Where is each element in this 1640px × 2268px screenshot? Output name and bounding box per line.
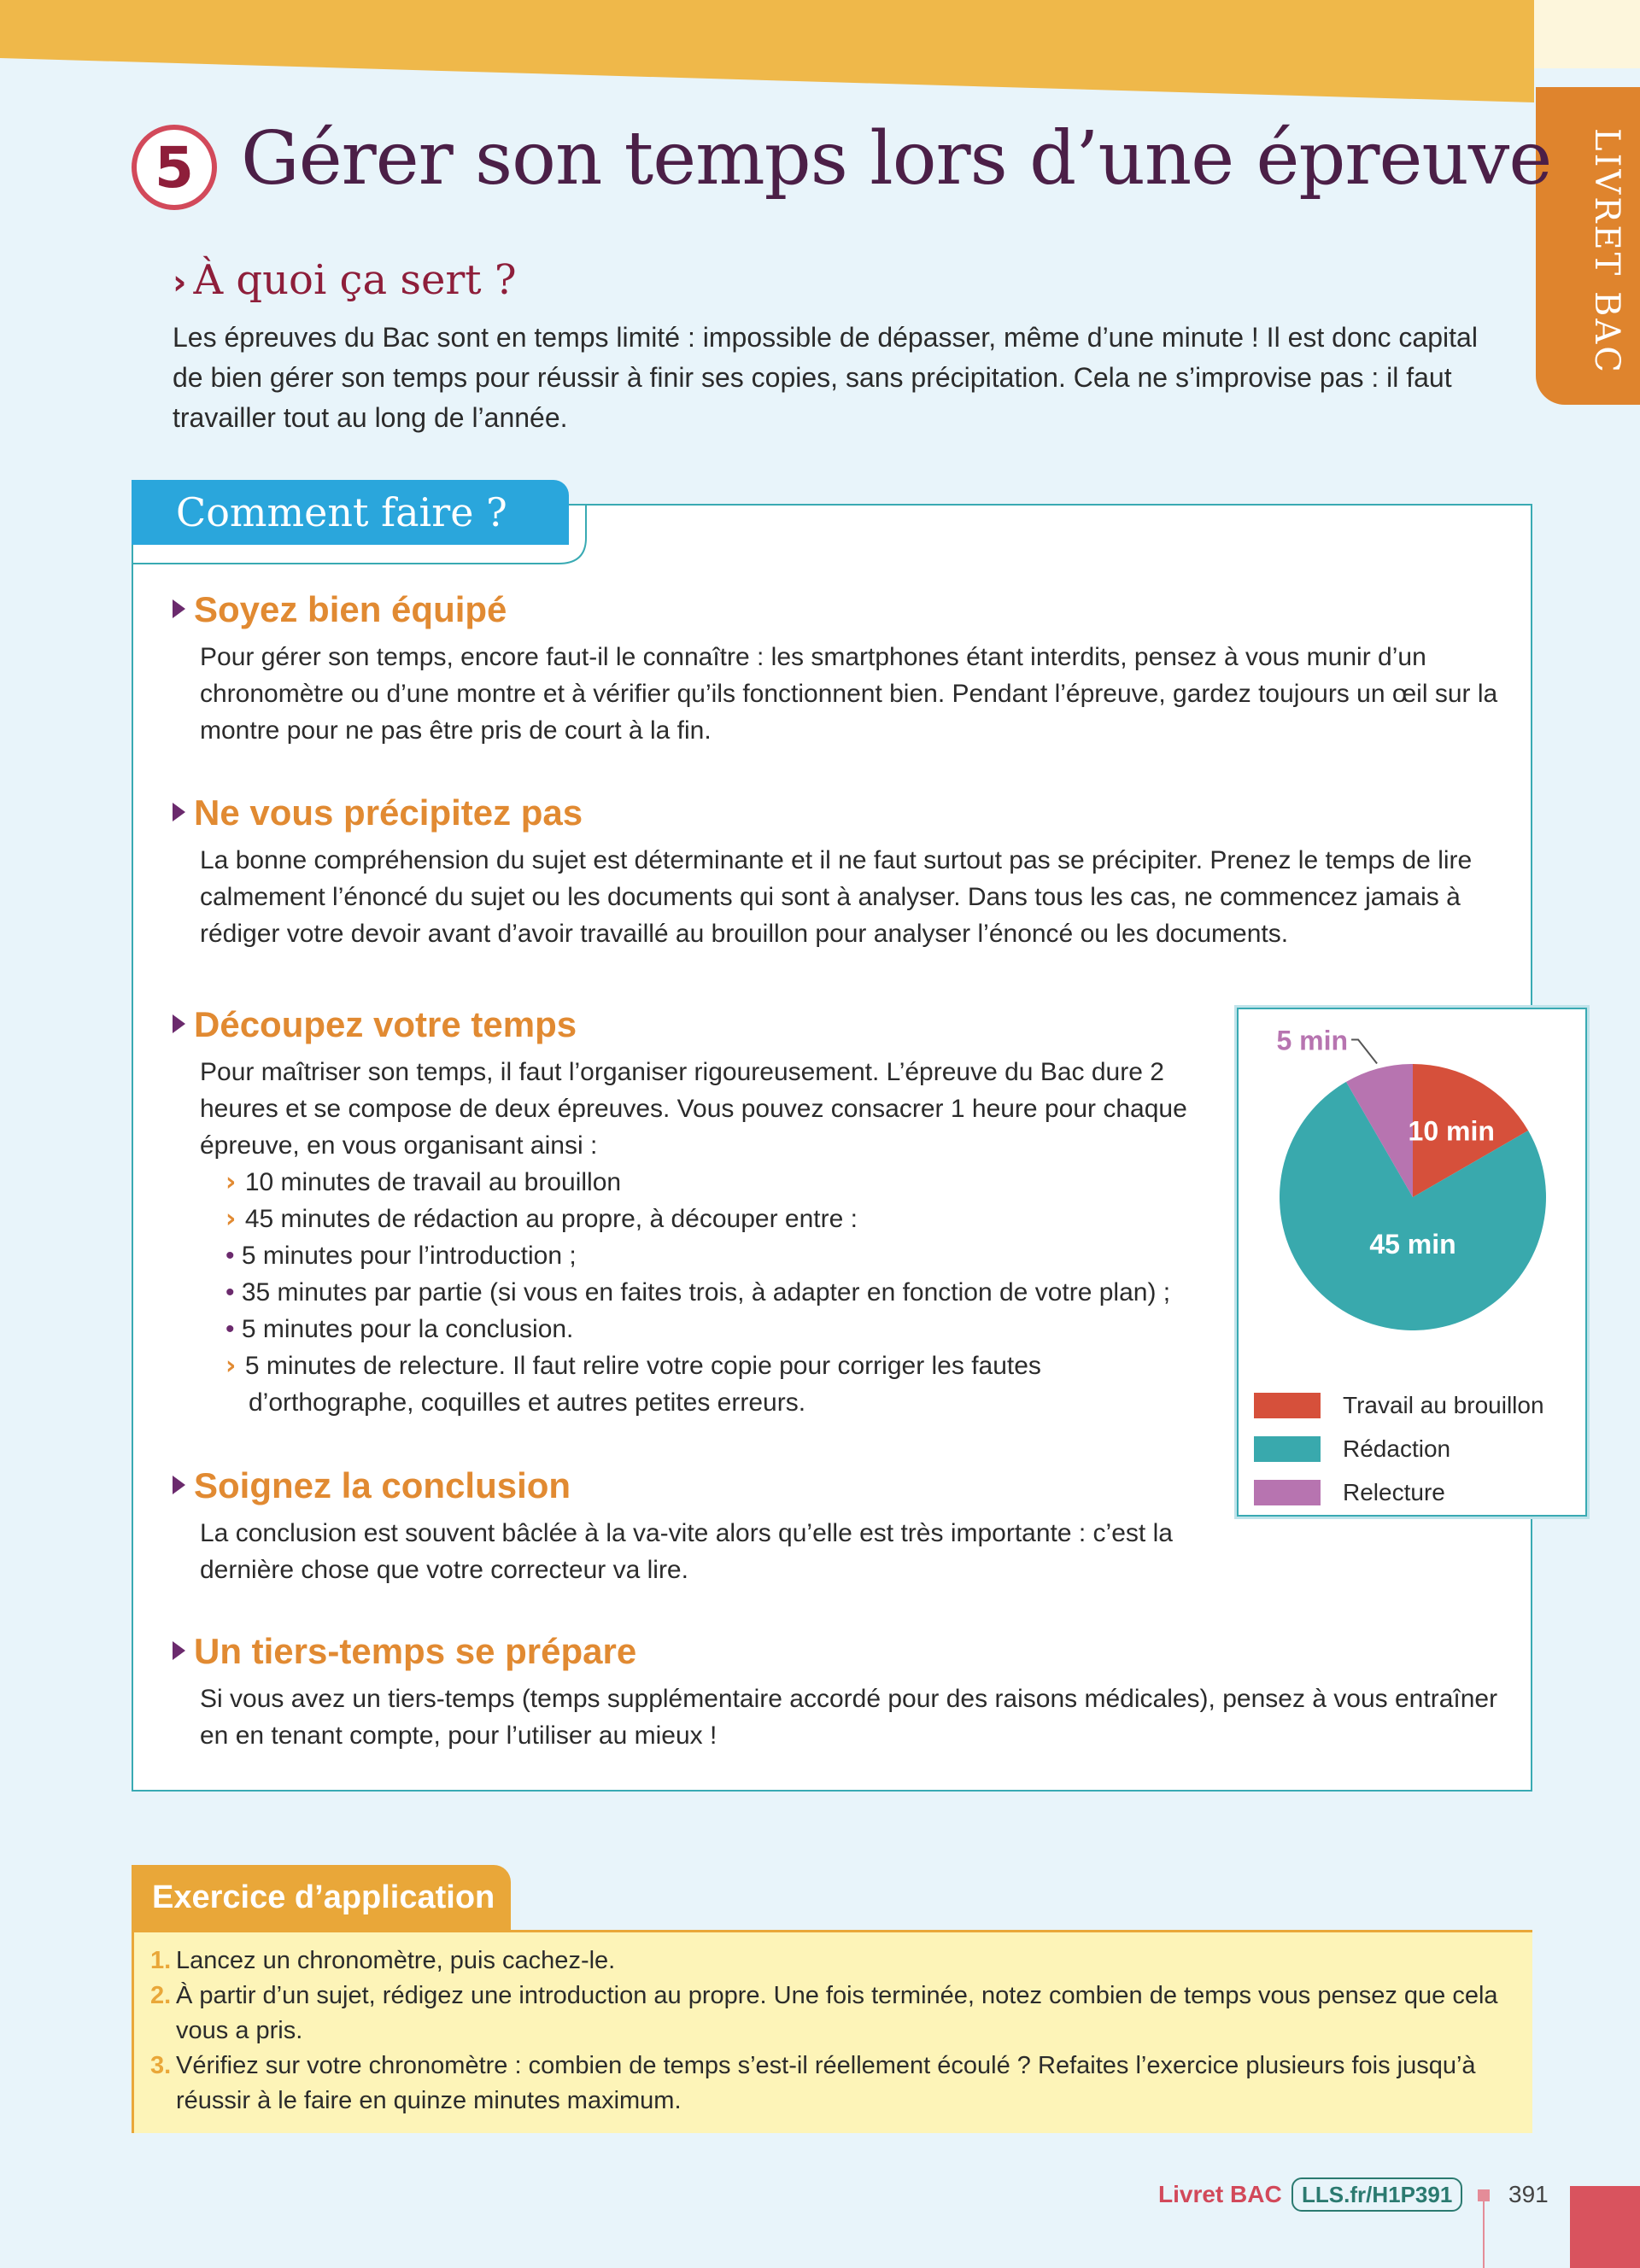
section-extra-time [173, 1631, 1505, 1754]
page-corner [1570, 2186, 1640, 2268]
triangle-bullet-icon [173, 599, 185, 618]
legend-item [1254, 1470, 1544, 1514]
triangle-bullet-icon [173, 1641, 185, 1660]
section-heading: Soyez bien équipé [173, 589, 1505, 630]
section-conclusion [173, 1465, 1198, 1588]
section-text: Pour maîtriser son temps, il faut l’organiser rigoureusement. L’épreuve du Bac dure 2 heures et se compose de deux épreuves. Vous pouvez consacrer 1 heure pour chaque épreuve, en vous organisant ainsi : [200, 1058, 1187, 1160]
top-band [0, 0, 1534, 102]
footer-link[interactable]: LLS.fr/H1P391 [1292, 2177, 1462, 2212]
section-equipment [173, 589, 1505, 749]
chevron-right-icon: › [173, 263, 187, 302]
list-item: › 5 minutes de relecture. Il faut relire votre copie pour corriger les fautes [226, 1351, 1041, 1381]
legend-swatch [1254, 1393, 1321, 1418]
pie-label-2: 5 min [1276, 1025, 1349, 1056]
list-item: • 5 minutes pour l’introduction ; [226, 1242, 577, 1270]
chapter-number: 5 [132, 125, 217, 210]
section-text: Si vous avez un tiers-temps (temps supplémentaire accordé pour des raisons médicales), pensez à vous entraîner en en tenant compte, pour l’utiliser au mieux ! [200, 1685, 1498, 1750]
footer-marker [1478, 2189, 1490, 2201]
section-split-time [173, 1004, 1198, 1421]
exercise-tab-label: Exercice d’application [132, 1865, 511, 1930]
footer-line [1483, 2201, 1485, 2268]
legend-label: Relecture [1343, 1478, 1445, 1505]
list-item-continuation: d’orthographe, coquilles et autres petites erreurs. [249, 1388, 806, 1417]
triangle-bullet-icon [173, 1014, 185, 1033]
corner-panel [1534, 0, 1640, 68]
list-item: › 45 minutes de rédaction au propre, à découper entre : [226, 1204, 858, 1234]
item-number: 3. [150, 2052, 172, 2079]
legend-label: Travail au brouillon [1343, 1391, 1544, 1418]
legend-item [1254, 1427, 1544, 1470]
page-number: 391 [1508, 2181, 1549, 2207]
section-heading: Soignez la conclusion [173, 1465, 1198, 1506]
item-number: 2. [150, 1982, 172, 2009]
time-breakdown-list [200, 1164, 1198, 1421]
list-item: › 10 minutes de travail au brouillon [226, 1167, 622, 1197]
chevron-right-icon: › [226, 1167, 245, 1197]
list-item: • 5 minutes pour la conclusion. [226, 1315, 574, 1343]
triangle-bullet-icon [173, 803, 185, 821]
exercise-item: 1. Lancez un chronomètre, puis cachez-le. [150, 1944, 1517, 1979]
exercise-list [150, 1944, 1517, 2119]
chart-legend [1254, 1383, 1544, 1514]
legend-label: Rédaction [1343, 1435, 1451, 1462]
purpose-heading: › À quoi ça sert ? [173, 256, 517, 304]
legend-item [1254, 1383, 1544, 1427]
page-title: Gérer son temps lors d’une épreuve [241, 116, 1552, 202]
section-heading: Un tiers-temps se prépare [173, 1631, 1505, 1672]
section-heading: Ne vous précipitez pas [173, 792, 1505, 833]
section-no-rush [173, 792, 1505, 952]
chevron-right-icon: › [226, 1204, 245, 1234]
list-item: • 35 minutes par partie (si vous en faites trois, à adapter en fonction de votre plan) ; [226, 1278, 1171, 1306]
exercise-item: 2. À partir d’un sujet, rédigez une introduction au propre. Une fois terminée, notez combien de temps vous pensez que cela vous a pris. [150, 1979, 1517, 2049]
legend-swatch [1254, 1480, 1321, 1505]
method-tab-label: Comment faire ? [132, 480, 569, 545]
exercise-item: 3. Vérifiez sur votre chronomètre : combien de temps s’est-il réellement écoulé ? Refaites l’exercice plusieurs fois jusqu’à réussir à le faire en quinze minutes maximum. [150, 2049, 1517, 2119]
bullet-dot-icon: • [226, 1278, 242, 1306]
pie-chart [1239, 1009, 1585, 1368]
footer-label: Livret BAC [1158, 2181, 1282, 2207]
section-text: Pour gérer son temps, encore faut-il le connaître : les smartphones étant interdits, pensez à vous munir d’un chronomètre ou d’une montre et à vérifier qu’ils fonctionnent bien. Pendant l’épreuve, gardez toujours un œil sur la montre pour ne pas être pris de court à la fin. [200, 643, 1498, 745]
pie-leader-line-2 [1351, 1040, 1377, 1064]
triangle-bullet-icon [173, 1476, 185, 1494]
pie-label-0: 10 min [1408, 1115, 1495, 1147]
item-number: 1. [150, 1947, 172, 1974]
section-text: La bonne compréhension du sujet est déterminante et il ne faut surtout pas se précipiter. Prenez le temps de lire calmement l’énoncé du sujet ou les documents qui sont à analyser. Dans tous les cas, ne commencez jamais à rédiger votre devoir avant d’avoir travaillé au brouillon pour analyser l’énoncé ou les documents. [200, 846, 1473, 948]
chevron-right-icon: › [226, 1351, 245, 1381]
bullet-dot-icon: • [226, 1242, 242, 1270]
legend-swatch [1254, 1436, 1321, 1462]
purpose-text: Les épreuves du Bac sont en temps limité : impossible de dépasser, même d’une minute ! Il est donc capital de bien gérer son temps pour réussir à finir ses copies, sans précipitation. Cela ne s’improvise pas : il faut travailler tout au long de l’année. [173, 322, 1478, 433]
bullet-dot-icon: • [226, 1315, 242, 1343]
section-text: La conclusion est souvent bâclée à la va-vite alors qu’elle est très importante : c’est la dernière chose que votre correcteur va lire. [200, 1519, 1173, 1584]
side-tab-label: LIVRET BAC [1587, 128, 1626, 375]
pie-label-1: 45 min [1369, 1229, 1456, 1260]
section-heading: Découpez votre temps [173, 1004, 1198, 1045]
chart-panel [1237, 1008, 1587, 1517]
